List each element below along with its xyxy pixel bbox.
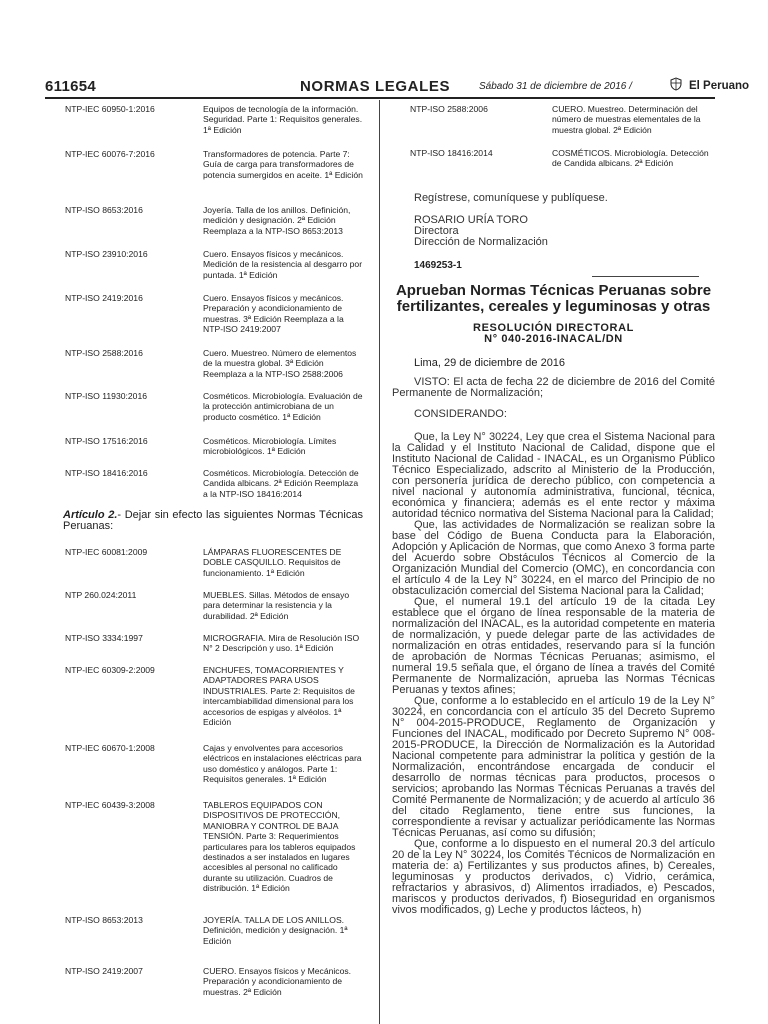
norm-description: Cuero. Ensayos físicos y mecánicos. Medición de la resistencia al desgarro por puntada. 1ª Edición — [203, 249, 363, 280]
norm-code: NTP-ISO 18416:2016 — [65, 468, 148, 478]
registration-number: 1469253-1 — [414, 260, 462, 271]
resolution-date: Lima, 29 de diciembre de 2016 — [414, 357, 566, 369]
body-paragraph: Que, las actividades de Normalización se realizan sobre la base del Código de Buena Conducta para la Elaboración, Adopción y Aplicación de Normas, que como Anexo 3 forma parte del Acuerdo sobre Obstáculos Técnicos al Comercio de la Organización Mundial del Comercio (OMC), en concordancia con el artículo 4 de la Ley N° 30224, en el marco del Principio de no obstaculización comercial del Sistema Nacional para la Calidad; — [392, 519, 715, 597]
norm-code: NTP-ISO 3334:1997 — [65, 633, 143, 643]
body-paragraph: Que, el numeral 19.1 del artículo 19 de la citada Ley establece que el órgano de línea responsable de la materia de normalización del INACAL, es la autoridad competente en materia de normalización, y puede delegar parte de las actividades de normalización en otras entidades, reservando para sí la función de aprobación de Normas Técnicas Peruanas; asimismo, el numeral 19.5 señala que, el órgano de línea a través del Comité Permanente de Normalización, aprueba las Normas Técnicas Peruanas y textos afines; — [392, 596, 715, 696]
signatory-office: Dirección de Normalización — [414, 236, 548, 248]
norm-code: NTP-ISO 8653:2013 — [65, 915, 143, 925]
norm-description: CUERO. Ensayos físicos y Mecánicos. Preparación y acondicionamiento de muestras. 2ª Edición — [203, 966, 352, 997]
norm-code: NTP-IEC 60081:2009 — [65, 547, 148, 557]
norm-code: NTP 260.024:2011 — [65, 590, 137, 600]
norm-description: Cuero. Ensayos físicos y mecánicos. Preparación y acondicionamiento de muestras. 3ª Edición Reemplaza a la NTP-ISO 2419:2007 — [203, 293, 344, 335]
norm-code: NTP-ISO 2419:2016 — [65, 293, 143, 303]
norm-code: NTP-IEC 60076-7:2016 — [65, 149, 155, 159]
norm-code: NTP-ISO 2588:2006 — [410, 104, 488, 114]
norm-code: NTP-ISO 18416:2014 — [410, 148, 493, 158]
resolution-body — [392, 377, 715, 916]
article-label: Artículo 2. — [63, 509, 118, 521]
norm-code: NTP-ISO 2419:2007 — [65, 966, 143, 976]
norm-description: Transformadores de potencia. Parte 7: Guía de carga para transformadores de potencia sumergidos en aceite. 1ª Edición — [203, 149, 363, 180]
visto-paragraph: VISTO: El acta de fecha 22 de diciembre de 2016 del Comité Permanente de Normalización; — [392, 376, 715, 399]
resolution-line-2: N° 040-2016-INACAL/DN — [484, 333, 623, 345]
norm-description: MICROGRAFIA. Mira de Resolución ISO N° 2 Descripción y uso. 1ª Edición — [203, 633, 360, 654]
coat-of-arms-icon — [669, 77, 683, 91]
norm-description: COSMÉTICOS. Microbiología. Detección de Candida albicans. 2ª Edición — [552, 148, 709, 169]
norm-code: NTP-IEC 60950-1:2016 — [65, 104, 155, 114]
body-paragraph: Que, conforme a lo dispuesto en el numeral 20.3 del artículo 20 de la Ley N° 30224, los Comités Técnicos de Normalización en materia de: a) Fertilizantes y sus productos afines, b) Cereales, leguminosas y productos derivados, c) Vidrio, cerámica, refractarios y abrasivos, d) Alimentos irradiados, e) Pescados, mariscos y productos derivados, f) Bioseguridad en organismos vivos modificados, g) Leche y productos lácteos, h) — [392, 838, 715, 916]
considerando-heading: CONSIDERANDO: — [414, 408, 507, 420]
norm-description: MUEBLES. Sillas. Métodos de ensayo para determinar la resistencia y la durabilidad. 2ª Edición — [203, 590, 350, 621]
norm-description: Cuero. Muestreo. Número de elementos de la muestra global. 3ª Edición Reemplaza a la NTP-ISO 2588:2006 — [203, 348, 357, 379]
publication-date: Sábado 31 de diciembre de 2016 / — [479, 81, 632, 92]
article-2 — [63, 510, 363, 532]
closing-formula: Regístrese, comuníquese y publíquese. — [414, 192, 608, 204]
page-number: 611654 — [45, 78, 97, 95]
norm-code: NTP-ISO 23910:2016 — [65, 249, 148, 259]
norm-code: NTP-IEC 60439-3:2008 — [65, 800, 155, 810]
norm-title: Aprueban Normas Técnicas Peruanas sobre fertilizantes, cereales y leguminosas y otras — [395, 282, 712, 315]
norm-code: NTP-ISO 17516:2016 — [65, 436, 148, 446]
header-rule — [45, 97, 715, 99]
newspaper-brand: El Peruano — [689, 80, 750, 92]
section-title: NORMAS LEGALES — [300, 78, 451, 95]
body-paragraph: Que, conforme a lo establecido en el artículo 19 de la Ley N° 30224, en concordancia con el artículo 35 del Decreto Supremo N° 004-2015-PRODUCE, Reglamento de Organización y Funciones del INACAL, modificado por Decreto Supremo N° 008-2015-PRODUCE, la Dirección de Normalización es la Autoridad Nacional competente para administrar la política y gestión de la Normalización, encontrándose encargada de conducir el desarrollo de normas técnicas para productos, procesos o servicios; aprobando las Normas Técnicas Peruanas a través del Comité Permanente de Normalización; y de acuerdo al artículo 36 del citado Reglamento, tiene entre sus funciones, la correspondiente a revisar y actualizar periódicamente las Normas Técnicas Peruanas, así como su difusión; — [392, 695, 715, 839]
norm-code: NTP-ISO 2588:2016 — [65, 348, 143, 358]
resolution-heading — [392, 323, 715, 345]
page-header — [45, 78, 750, 98]
norm-description: Cosméticos. Microbiología. Límites microbiológicos. 1ª Edición — [203, 436, 337, 457]
norm-description: Cajas y envolventes para accesorios eléctricos en instalaciones eléctricas para uso doméstico y análogos. Parte 1: Requisitos generales. 1ª Edición — [203, 743, 362, 785]
article-text: - Dejar sin efecto las siguientes Normas Técnicas Peruanas: — [63, 509, 363, 532]
signatory-role: Directora — [414, 225, 459, 237]
norm-description: TABLEROS EQUIPADOS CON DISPOSITIVOS DE PROTECCIÓN, MANIOBRA Y CONTROL DE BAJA TENSIÓN. Parte 3: Requerimientos particulares para los tableros equipados destinados a ser instalados en lugares accesibles al personal no calificado durante su utilización. Cuadros de distribución. 1ª Edición — [203, 800, 356, 894]
signatory-name: ROSARIO URÍA TORO — [414, 214, 528, 226]
norm-code: NTP-ISO 8653:2016 — [65, 205, 143, 215]
separator-rule — [592, 276, 699, 277]
norm-code: NTP-ISO 11930:2016 — [65, 391, 148, 401]
norm-description: Joyería. Talla de los anillos. Definición, medición y designación. 2ª Edición Reemplaza a la NTP-ISO 8653:2013 — [203, 205, 351, 236]
norm-description: Equipos de tecnología de la información. Seguridad. Parte 1: Requisitos generales. 1ª Edición — [203, 104, 363, 135]
norm-description: JOYERÍA. TALLA DE LOS ANILLOS. Definición, medición y designación. 1ª Edición — [203, 915, 348, 946]
norm-description: CUERO. Muestreo. Determinación del número de muestras elementales de la muestra global. 2ª Edición — [552, 104, 701, 135]
resolution-line-1: RESOLUCIÓN DIRECTORAL — [473, 322, 634, 334]
norm-description: LÁMPARAS FLUORESCENTES DE DOBLE CASQUILLO. Requisitos de funcionamiento. 1ª Edición — [203, 547, 342, 578]
norm-code: NTP-IEC 60670-1:2008 — [65, 743, 155, 753]
column-divider — [379, 100, 380, 1024]
body-paragraph: Que, la Ley N° 30224, Ley que crea el Sistema Nacional para la Calidad y el Instituto Nacional de Calidad, dispone que el Instituto Nacional de Calidad - INACAL, es un Organismo Público Técnico Especializado, adscrito al Ministerio de la Producción, con personería jurídica de derecho público, con competencia a nivel nacional y autonomía administrativa, funcional, técnica, económica y financiera; además es el ente rector y máxima autoridad técnico normativa del Sistema Nacional para la Calidad; — [392, 431, 715, 520]
norm-code: NTP-IEC 60309-2:2009 — [65, 665, 155, 675]
norm-description: Cosméticos. Microbiología. Detección de Candida albicans. 2ª Edición Reemplaza a la NTP-ISO 18416:2014 — [203, 468, 359, 499]
norm-description: ENCHUFES, TOMACORRIENTES Y ADAPTADORES PARA USOS INDUSTRIALES. Parte 2: Requisitos de intercambiabilidad dimensional para los accesorios de espigas y alvéolos. 1ª Edición — [203, 665, 355, 728]
norm-description: Cosméticos. Microbiología. Evaluación de la protección antimicrobiana de un producto cosmético. 1ª Edición — [203, 391, 363, 422]
